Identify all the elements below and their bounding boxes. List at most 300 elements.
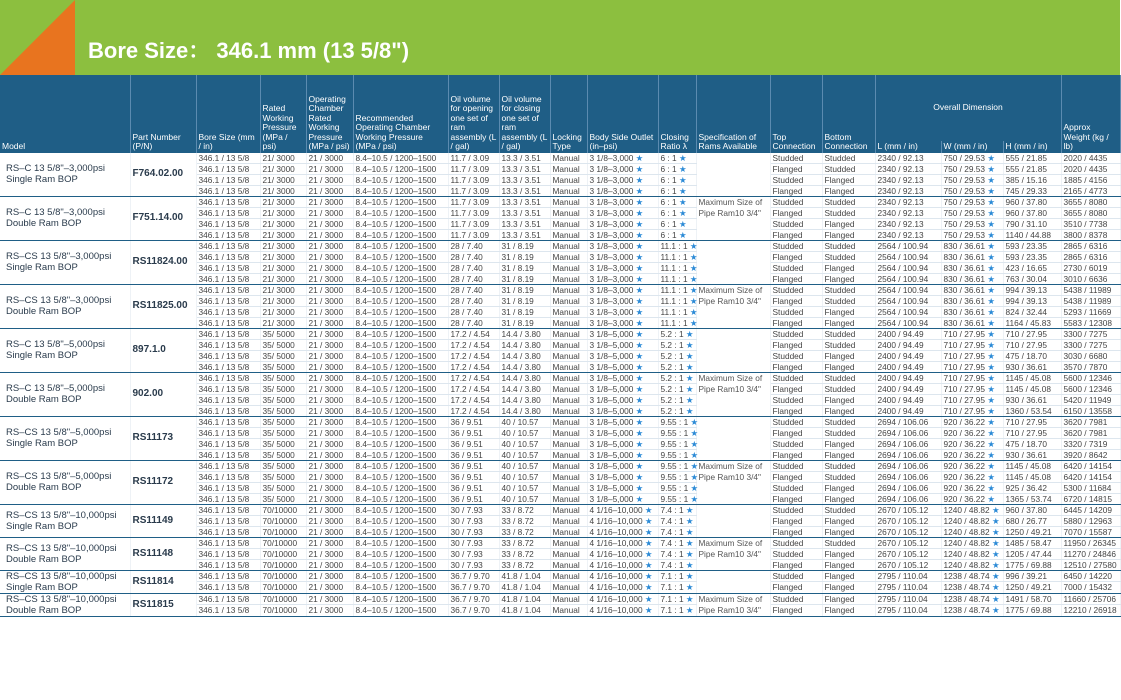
outlet-value: 4 1/16–10,000 (589, 605, 643, 616)
l-cell (875, 328, 941, 339)
weight-cell (1061, 449, 1120, 460)
l-value: 2670 / 105.12 (877, 526, 929, 537)
rated-wp-value: 21/ 3000 (262, 262, 295, 273)
weight-cell (1061, 153, 1120, 164)
l-cell (875, 427, 941, 438)
top-cell (770, 427, 822, 438)
oil-open-value: 28 / 7.40 (450, 262, 483, 273)
op-chamber-wp-cell (306, 350, 353, 361)
l-value: 2694 / 106.06 (877, 416, 929, 427)
spec-rams-cell (696, 328, 770, 372)
rated-wp-cell (260, 163, 306, 174)
op-chamber-wp-value: 21 / 3000 (308, 339, 344, 350)
oil-open-value: 17.2 / 4.54 (450, 339, 490, 350)
outlet-cell (587, 306, 658, 317)
weight-value: 11950 / 26345 (1063, 537, 1116, 548)
star-icon: ★ (633, 262, 644, 273)
rated-wp-cell (260, 482, 306, 493)
oil-open-value: 11.7 / 3.09 (450, 152, 490, 163)
top-value: Studded (772, 593, 804, 604)
closing-value: 11.1 : 1 (660, 240, 688, 251)
op-chamber-wp-value: 21 / 3000 (308, 438, 344, 449)
top-value: Studded (772, 548, 804, 559)
star-icon: ★ (642, 582, 653, 593)
rec-op-wp-cell (353, 515, 448, 526)
header-bore-size: Bore Size (mm / in) (196, 75, 260, 153)
weight-cell (1061, 427, 1120, 438)
bore-size-cell (196, 504, 260, 515)
h-cell (1003, 328, 1061, 339)
l-value: 2400 / 94.49 (877, 350, 924, 361)
rated-wp-value: 35/ 5000 (262, 427, 295, 438)
l-cell (875, 153, 941, 164)
top-value: Flanged (772, 559, 803, 570)
star-icon: ★ (989, 548, 1000, 559)
star-icon: ★ (687, 273, 698, 284)
bore-size-value: 346.1 / 13 5/8 (198, 405, 250, 416)
locking-cell (550, 471, 587, 482)
w-value: 920 / 36.22 (943, 493, 986, 504)
top-value: Flanged (772, 317, 803, 328)
bore-size-cell (196, 229, 260, 240)
bore-size-value: 346.1 / 13 5/8 (198, 582, 250, 593)
weight-value: 6720 / 14815 (1063, 493, 1112, 504)
oil-close-value: 14.4 / 3.80 (501, 339, 541, 350)
op-chamber-wp-cell (306, 229, 353, 240)
star-icon: ★ (633, 372, 644, 383)
top-cell (770, 548, 822, 559)
bottom-value: Flanged (824, 526, 855, 537)
star-icon: ★ (985, 416, 995, 427)
oil-close-cell (499, 240, 550, 251)
rec-op-wp-cell (353, 251, 448, 262)
bottom-value: Flanged (824, 605, 855, 616)
locking-cell (550, 339, 587, 350)
w-cell (941, 328, 1003, 339)
bore-size-cell (196, 593, 260, 605)
h-value: 710 / 27.95 (1005, 416, 1048, 427)
op-chamber-wp-value: 21 / 3000 (308, 273, 344, 284)
closing-cell (658, 582, 696, 594)
outlet-value: 3 1/8–5,000 (589, 328, 634, 339)
oil-open-value: 28 / 7.40 (450, 273, 483, 284)
l-cell (875, 306, 941, 317)
star-icon: ★ (989, 537, 1000, 548)
locking-value: Manual (552, 174, 580, 185)
rated-wp-value: 70/10000 (262, 548, 298, 559)
weight-value: 2730 / 6019 (1063, 262, 1108, 273)
bore-size-value: 346.1 / 13 5/8 (198, 394, 250, 405)
header-part-number: Part Number (P/N) (130, 75, 196, 153)
weight-value: 2165 / 4773 (1063, 185, 1108, 196)
rated-wp-value: 21/ 3000 (262, 295, 295, 306)
star-icon: ★ (683, 537, 694, 548)
top-cell (770, 240, 822, 251)
closing-value: 11.1 : 1 (660, 251, 688, 262)
outlet-cell (587, 605, 658, 617)
rated-wp-cell (260, 284, 306, 295)
bottom-value: Studded (824, 328, 856, 339)
oil-open-value: 36.7 / 9.70 (450, 570, 490, 581)
star-icon: ★ (633, 163, 644, 174)
rec-op-wp-cell (353, 570, 448, 582)
rated-wp-cell (260, 548, 306, 559)
l-value: 2340 / 92.13 (877, 163, 924, 174)
op-chamber-wp-cell (306, 493, 353, 504)
oil-close-value: 14.4 / 3.80 (501, 383, 541, 394)
oil-close-cell (499, 427, 550, 438)
locking-cell (550, 163, 587, 174)
rec-op-wp-cell (353, 174, 448, 185)
bore-size-value: 346.1 / 13 5/8 (198, 152, 250, 163)
l-value: 2340 / 92.13 (877, 229, 924, 240)
rec-op-wp-value: 8.4–10.5 / 1200–1500 (355, 218, 437, 229)
outlet-value: 3 1/8–3,000 (589, 174, 634, 185)
w-value: 830 / 36.61 (943, 251, 986, 262)
bottom-cell (822, 482, 875, 493)
weight-value: 2865 / 6316 (1063, 240, 1108, 251)
rec-op-wp-value: 8.4–10.5 / 1200–1500 (355, 152, 437, 163)
weight-value: 6420 / 14154 (1063, 471, 1112, 482)
h-value: 1145 / 45.08 (1005, 372, 1052, 383)
w-cell (941, 273, 1003, 284)
locking-value: Manual (552, 218, 580, 229)
closing-cell (658, 207, 696, 218)
locking-value: Manual (552, 350, 580, 361)
op-chamber-wp-cell (306, 471, 353, 482)
bottom-cell (822, 240, 875, 251)
h-cell (1003, 295, 1061, 306)
star-icon: ★ (683, 593, 694, 604)
l-cell (875, 394, 941, 405)
outlet-value: 4 1/16–10,000 (589, 559, 643, 570)
header-oil-open: Oil volume for opening one set of ram assembly (L / gal) (448, 75, 499, 153)
oil-close-cell (499, 328, 550, 339)
locking-value: Manual (552, 284, 580, 295)
oil-close-value: 14.4 / 3.80 (501, 350, 541, 361)
bore-size-value: 346.1 / 13 5/8 (198, 295, 250, 306)
w-cell (941, 471, 1003, 482)
l-value: 2400 / 94.49 (877, 383, 924, 394)
h-value: 994 / 39.13 (1005, 284, 1048, 295)
bore-size-cell (196, 482, 260, 493)
weight-cell (1061, 471, 1120, 482)
oil-close-value: 31 / 8.19 (501, 240, 534, 251)
rec-op-wp-value: 8.4–10.5 / 1200–1500 (355, 295, 437, 306)
locking-cell (550, 196, 587, 207)
l-cell (875, 339, 941, 350)
w-cell (941, 372, 1003, 383)
bottom-cell (822, 306, 875, 317)
rec-op-wp-value: 8.4–10.5 / 1200–1500 (355, 405, 437, 416)
star-icon: ★ (676, 207, 687, 218)
h-cell (1003, 262, 1061, 273)
w-cell (941, 582, 1003, 594)
bore-size-cell (196, 361, 260, 372)
locking-cell (550, 306, 587, 317)
bottom-cell (822, 339, 875, 350)
star-icon: ★ (688, 460, 698, 471)
bore-size-cell (196, 218, 260, 229)
rec-op-wp-value: 8.4–10.5 / 1200–1500 (355, 350, 437, 361)
rec-op-wp-cell (353, 471, 448, 482)
rec-op-wp-value: 8.4–10.5 / 1200–1500 (355, 605, 437, 616)
bottom-value: Flanged (824, 174, 855, 185)
rated-wp-value: 35/ 5000 (262, 449, 295, 460)
locking-cell (550, 295, 587, 306)
closing-value: 6 : 1 (660, 163, 677, 174)
top-cell (770, 196, 822, 207)
rated-wp-value: 35/ 5000 (262, 482, 295, 493)
w-cell (941, 218, 1003, 229)
op-chamber-wp-cell (306, 438, 353, 449)
rec-op-wp-cell (353, 460, 448, 471)
rec-op-wp-value: 8.4–10.5 / 1200–1500 (355, 526, 437, 537)
op-chamber-wp-value: 21 / 3000 (308, 493, 344, 504)
h-cell (1003, 548, 1061, 559)
bore-size-cell (196, 605, 260, 617)
top-cell (770, 372, 822, 383)
h-value: 925 / 36.42 (1005, 482, 1048, 493)
closing-value: 7.1 : 1 (660, 605, 684, 616)
oil-open-cell (448, 548, 499, 559)
model-cell: RS–CS 13 5/8"–10,000psi Single Ram BOP (0, 570, 130, 593)
closing-value: 9.55 : 1 (660, 427, 689, 438)
rec-op-wp-cell (353, 449, 448, 460)
star-icon: ★ (633, 229, 644, 240)
weight-cell (1061, 526, 1120, 537)
op-chamber-wp-value: 21 / 3000 (308, 361, 344, 372)
h-cell (1003, 394, 1061, 405)
oil-open-cell (448, 207, 499, 218)
l-cell (875, 361, 941, 372)
spec-table (0, 75, 1121, 617)
top-cell (770, 394, 822, 405)
weight-value: 3620 / 7981 (1063, 427, 1108, 438)
top-cell (770, 526, 822, 537)
closing-cell (658, 460, 696, 471)
weight-cell (1061, 416, 1120, 427)
l-cell (875, 273, 941, 284)
rated-wp-cell (260, 295, 306, 306)
rec-op-wp-cell (353, 372, 448, 383)
op-chamber-wp-cell (306, 460, 353, 471)
h-value: 385 / 15.16 (1005, 174, 1048, 185)
w-value: 710 / 27.95 (943, 383, 986, 394)
weight-cell (1061, 482, 1120, 493)
oil-close-cell (499, 482, 550, 493)
rec-op-wp-value: 8.4–10.5 / 1200–1500 (355, 251, 437, 262)
bore-size-cell (196, 174, 260, 185)
bore-size-value: 346.1 / 13 5/8 (198, 471, 250, 482)
bore-size-cell (196, 537, 260, 548)
w-value: 920 / 36.22 (943, 416, 986, 427)
oil-open-cell (448, 416, 499, 427)
locking-cell (550, 372, 587, 383)
l-value: 2694 / 106.06 (877, 493, 929, 504)
top-value: Studded (772, 152, 804, 163)
closing-cell (658, 471, 696, 482)
bottom-value: Studded (824, 383, 856, 394)
oil-open-cell (448, 605, 499, 617)
bottom-cell (822, 416, 875, 427)
l-value: 2564 / 100.94 (877, 273, 929, 284)
w-cell (941, 383, 1003, 394)
closing-cell (658, 394, 696, 405)
outlet-value: 4 1/16–10,000 (589, 504, 643, 515)
star-icon: ★ (688, 449, 698, 460)
oil-close-cell (499, 548, 550, 559)
closing-cell (658, 548, 696, 559)
h-cell (1003, 537, 1061, 548)
oil-close-value: 33 / 8.72 (501, 515, 534, 526)
top-value: Studded (772, 537, 804, 548)
oil-open-cell (448, 394, 499, 405)
oil-open-value: 36 / 9.51 (450, 493, 483, 504)
h-value: 1145 / 45.08 (1005, 383, 1052, 394)
w-cell (941, 449, 1003, 460)
h-value: 1205 / 47.44 (1005, 548, 1052, 559)
closing-cell (658, 153, 696, 164)
w-cell (941, 350, 1003, 361)
oil-open-value: 17.2 / 4.54 (450, 394, 490, 405)
op-chamber-wp-value: 21 / 3000 (308, 196, 344, 207)
star-icon: ★ (633, 394, 644, 405)
l-value: 2340 / 92.13 (877, 152, 924, 163)
table-row (0, 372, 1120, 383)
bottom-value: Flanged (824, 350, 855, 361)
w-cell (941, 317, 1003, 328)
model-cell: RS–CS 13 5/8"–3,000psi Double Ram BOP (0, 284, 130, 328)
rec-op-wp-cell (353, 405, 448, 416)
rec-op-wp-cell (353, 361, 448, 372)
outlet-cell (587, 284, 658, 295)
weight-value: 3320 / 7319 (1063, 438, 1108, 449)
rated-wp-cell (260, 306, 306, 317)
oil-close-value: 13.3 / 3.51 (501, 196, 541, 207)
closing-value: 6 : 1 (660, 174, 677, 185)
header-bottom: Bottom Connection (822, 75, 875, 153)
oil-open-value: 17.2 / 4.54 (450, 361, 490, 372)
l-cell (875, 185, 941, 196)
outlet-cell (587, 372, 658, 383)
h-cell (1003, 273, 1061, 284)
bore-size-cell (196, 328, 260, 339)
bottom-value: Flanged (824, 405, 855, 416)
oil-open-cell (448, 582, 499, 594)
bore-size-value: 346.1 / 13 5/8 (198, 229, 250, 240)
bore-size-value: 346.1 / 13 5/8 (198, 284, 250, 295)
h-cell (1003, 449, 1061, 460)
bore-size-cell (196, 582, 260, 594)
rec-op-wp-cell (353, 593, 448, 605)
model-cell: RS–C 13 5/8"–5,000psi Single Ram BOP (0, 328, 130, 372)
top-cell (770, 229, 822, 240)
l-cell (875, 350, 941, 361)
w-cell (941, 306, 1003, 317)
rated-wp-value: 35/ 5000 (262, 350, 295, 361)
bore-size-cell (196, 471, 260, 482)
star-icon: ★ (688, 471, 698, 482)
rec-op-wp-cell (353, 427, 448, 438)
l-value: 2670 / 105.12 (877, 504, 929, 515)
top-cell (770, 537, 822, 548)
star-icon: ★ (683, 405, 694, 416)
star-icon: ★ (985, 295, 995, 306)
h-value: 1365 / 53.74 (1005, 493, 1052, 504)
bore-size-value: 346.1 / 13 5/8 (198, 559, 250, 570)
locking-value: Manual (552, 570, 580, 581)
top-cell (770, 328, 822, 339)
l-value: 2564 / 100.94 (877, 306, 929, 317)
model-cell: RS–CS 13 5/8"–5,000psi Double Ram BOP (0, 460, 130, 504)
outlet-value: 3 1/8–5,000 (589, 438, 634, 449)
rec-op-wp-cell (353, 229, 448, 240)
locking-value: Manual (552, 295, 580, 306)
rec-op-wp-value: 8.4–10.5 / 1200–1500 (355, 372, 437, 383)
h-value: 1360 / 53.54 (1005, 405, 1052, 416)
closing-cell (658, 174, 696, 185)
oil-open-value: 11.7 / 3.09 (450, 163, 490, 174)
star-icon: ★ (676, 152, 687, 163)
l-cell (875, 284, 941, 295)
top-cell (770, 218, 822, 229)
outlet-cell (587, 504, 658, 515)
header-op-chamber-wp: Operating Chamber Rated Working Pressure (MPa / psi) (306, 75, 353, 153)
weight-value: 5420 / 11949 (1063, 394, 1112, 405)
outlet-cell (587, 153, 658, 164)
op-chamber-wp-value: 21 / 3000 (308, 526, 344, 537)
op-chamber-wp-value: 21 / 3000 (308, 394, 344, 405)
top-value: Studded (772, 328, 804, 339)
op-chamber-wp-cell (306, 207, 353, 218)
w-cell (941, 515, 1003, 526)
star-icon: ★ (985, 251, 995, 262)
oil-close-value: 14.4 / 3.80 (501, 372, 541, 383)
w-cell (941, 207, 1003, 218)
star-icon: ★ (985, 482, 995, 493)
rec-op-wp-cell (353, 163, 448, 174)
oil-close-cell (499, 504, 550, 515)
w-cell (941, 284, 1003, 295)
star-icon: ★ (687, 251, 698, 262)
rec-op-wp-value: 8.4–10.5 / 1200–1500 (355, 284, 437, 295)
top-value: Studded (772, 262, 804, 273)
star-icon: ★ (683, 394, 694, 405)
outlet-value: 3 1/8–3,000 (589, 284, 634, 295)
star-icon: ★ (985, 394, 995, 405)
bottom-value: Studded (824, 207, 856, 218)
part-number-cell: RS11149 (130, 504, 196, 537)
l-value: 2340 / 92.13 (877, 196, 924, 207)
w-value: 750 / 29.53 (943, 163, 986, 174)
closing-value: 7.4 : 1 (660, 548, 684, 559)
weight-value: 5293 / 11669 (1063, 306, 1112, 317)
l-cell (875, 229, 941, 240)
locking-value: Manual (552, 152, 580, 163)
op-chamber-wp-cell (306, 361, 353, 372)
top-cell (770, 482, 822, 493)
part-number-cell: 897.1.0 (130, 328, 196, 372)
weight-cell (1061, 174, 1120, 185)
oil-close-value: 41.8 / 1.04 (501, 593, 541, 604)
oil-close-value: 40 / 10.57 (501, 427, 539, 438)
h-cell (1003, 339, 1061, 350)
locking-value: Manual (552, 361, 580, 372)
bore-size-value: 346.1 / 13 5/8 (198, 460, 250, 471)
weight-cell (1061, 306, 1120, 317)
star-icon: ★ (633, 240, 644, 251)
